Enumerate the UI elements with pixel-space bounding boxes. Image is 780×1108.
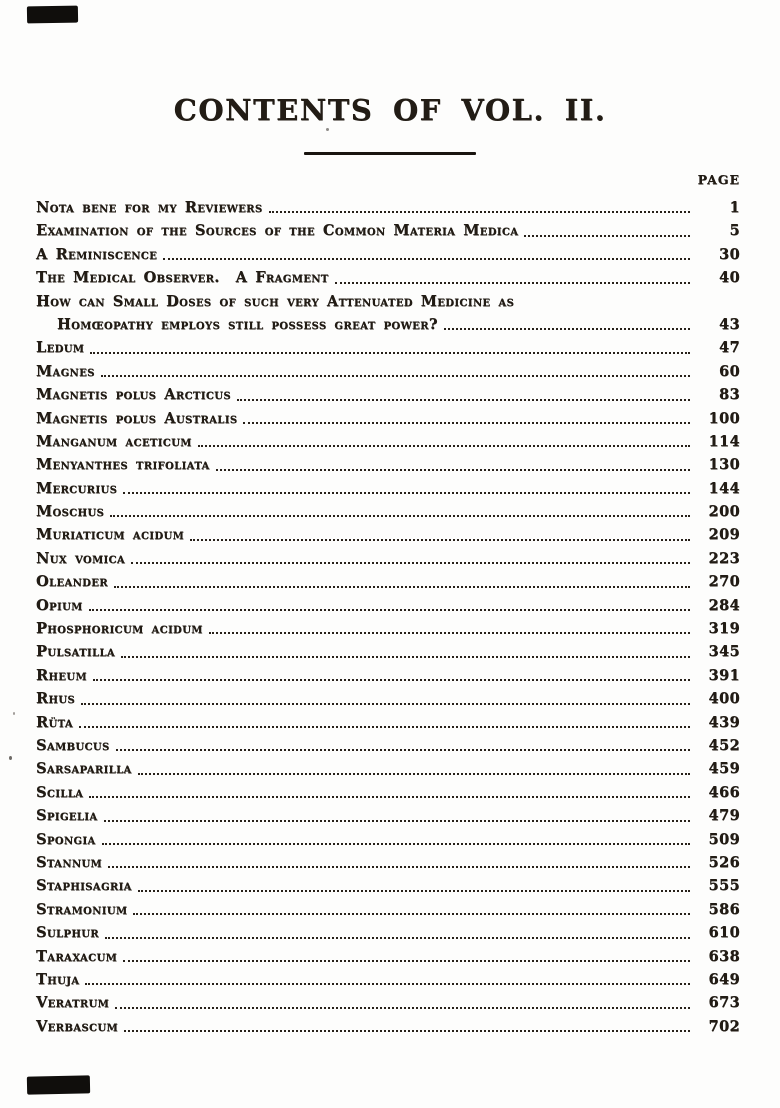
toc-row — [36, 313, 740, 336]
dot-leader — [123, 960, 690, 962]
dot-leader — [237, 399, 690, 401]
dot-leader — [93, 679, 690, 681]
dot-leader — [444, 328, 690, 330]
dot-leader — [131, 562, 690, 564]
dot-leader — [138, 773, 690, 775]
dot-leader — [116, 749, 690, 751]
toc-row — [36, 383, 740, 406]
toc-row — [36, 851, 740, 874]
dot-leader — [108, 866, 690, 868]
toc-page-number: 702 — [708, 1017, 740, 1035]
page-title: CONTENTS OF VOL. II. — [173, 93, 607, 128]
toc-row — [36, 477, 740, 500]
toc-entry-label: Examination of the Sources of the Common Materia Medica — [36, 222, 519, 240]
toc-entry-label: Pulsatilla — [36, 643, 116, 661]
toc-row — [36, 266, 740, 289]
toc-entry-label: Magnetis polus Australis — [36, 409, 238, 427]
dot-leader — [81, 703, 690, 705]
dot-leader — [524, 235, 690, 237]
toc-page-number: 284 — [708, 596, 740, 614]
toc-page-number: 555 — [708, 877, 740, 895]
toc-entry-label: Spongia — [36, 830, 96, 848]
dot-leader — [133, 913, 690, 915]
dot-leader — [104, 820, 691, 822]
dot-leader — [89, 796, 690, 798]
page-column-header: PAGE — [697, 172, 740, 187]
scan-speck — [326, 128, 329, 131]
scan-speck — [9, 756, 12, 760]
toc-row — [36, 734, 740, 757]
toc-entry-label: Rheum — [36, 666, 87, 684]
dot-leader — [269, 211, 691, 213]
dot-leader — [85, 983, 690, 985]
toc-entry-label: Rhus — [36, 690, 76, 708]
toc-row — [36, 570, 740, 593]
toc-row — [36, 547, 740, 570]
toc-page-number: 209 — [708, 526, 740, 544]
toc-entry-label: Muriaticum acidum — [36, 526, 185, 544]
toc-page-number: 391 — [708, 666, 740, 684]
dot-leader — [89, 609, 690, 611]
toc-page-number: 60 — [719, 362, 740, 380]
toc-page-number: 459 — [708, 760, 740, 778]
toc-page-number: 452 — [708, 736, 740, 754]
dot-leader — [115, 1007, 690, 1009]
dot-leader — [138, 890, 690, 892]
toc-page-number: 114 — [708, 432, 740, 450]
dot-leader — [102, 843, 690, 845]
toc-page-number: 5 — [729, 222, 740, 240]
toc-entry-label: Sambucus — [36, 736, 110, 754]
toc-page-number: 83 — [719, 386, 740, 404]
toc-entry-label: Nux vomica — [36, 549, 126, 567]
toc-page-number: 47 — [719, 339, 740, 357]
toc-page-number: 1 — [729, 199, 740, 216]
dot-leader — [243, 422, 690, 424]
dot-leader — [90, 352, 690, 354]
toc-entry-label: Rüta — [36, 713, 74, 731]
dot-leader — [79, 726, 690, 728]
toc-entry-label: Sarsaparilla — [36, 760, 132, 778]
dot-leader — [216, 469, 690, 471]
toc-row — [36, 687, 740, 710]
dot-leader — [114, 586, 690, 588]
toc-page-number: 466 — [708, 783, 740, 801]
toc-entry-label: Ledum — [36, 339, 85, 357]
toc-entry-label: Scilla — [36, 783, 84, 801]
dot-leader — [123, 492, 690, 494]
dot-leader — [198, 445, 690, 447]
dot-leader — [110, 515, 690, 517]
toc-row — [36, 617, 740, 640]
toc-row — [36, 804, 740, 827]
toc-row — [36, 664, 740, 687]
dot-leader — [190, 539, 690, 541]
toc-entry-label: Opium — [36, 596, 83, 614]
toc-page-number: 40 — [719, 269, 740, 287]
dot-leader — [209, 632, 690, 634]
toc-page-number: 200 — [708, 503, 740, 521]
toc-row — [36, 1015, 740, 1038]
toc-entry-label: Staphisagria — [36, 877, 132, 895]
toc-row — [36, 898, 740, 921]
toc-row — [36, 921, 740, 944]
dot-leader — [121, 656, 690, 658]
toc-page-number: 526 — [708, 853, 740, 871]
toc-row — [36, 640, 740, 663]
toc-entry-label: Magnetis polus Arcticus — [36, 386, 231, 404]
toc-entry-label: Stannum — [36, 853, 102, 871]
toc-entry-label: Mercurius — [36, 479, 118, 497]
toc-page-number: 586 — [708, 900, 740, 918]
toc-row — [36, 336, 740, 359]
toc-page-number: 43 — [719, 315, 740, 333]
toc-row — [36, 757, 740, 780]
toc-row — [36, 711, 740, 734]
scan-artifact-bottom-left — [27, 1075, 90, 1094]
toc-page-number: 479 — [708, 807, 740, 825]
toc-row — [36, 828, 740, 851]
toc-row — [36, 453, 740, 476]
toc-entry-label: Menyanthes trifoliata — [36, 456, 210, 474]
toc-row — [36, 407, 740, 430]
dot-leader — [335, 282, 690, 284]
toc-entry-label: Verbascum — [36, 1017, 118, 1035]
toc-page-number: 30 — [719, 245, 740, 263]
toc-entry-label: How can Small Doses of such very Attenuated Medicine as — [36, 292, 515, 310]
toc-entry-label: Manganum aceticum — [36, 432, 192, 450]
toc-entry-label: Homœopathy employs still possess great power? — [57, 315, 438, 333]
toc-page-number: 319 — [708, 620, 740, 638]
toc-row — [36, 991, 740, 1014]
toc-page-number: 100 — [708, 409, 740, 427]
toc-entry-label: Taraxacum — [36, 947, 118, 965]
dot-leader — [105, 937, 690, 939]
toc-page-number: 130 — [708, 456, 740, 474]
toc-entry-label: Phosphoricum acidum — [36, 620, 203, 638]
toc-entry-label: Oleander — [36, 573, 108, 591]
toc-page-number: 400 — [708, 690, 740, 708]
toc-entry-label: Thuja — [36, 970, 80, 988]
toc-row — [36, 781, 740, 804]
scan-artifact-top-left — [27, 6, 78, 24]
toc-entry-label: A Reminiscence — [36, 245, 158, 263]
toc-entry-label: Sulphur — [36, 924, 100, 942]
toc-row — [36, 196, 740, 219]
toc-page-number: 270 — [708, 573, 740, 591]
toc-page-number: 144 — [708, 479, 740, 497]
toc-row — [36, 219, 740, 242]
title-divider — [304, 152, 476, 155]
toc-page-number: 509 — [708, 830, 740, 848]
toc-row — [36, 945, 740, 968]
toc-entry-label: Veratrum — [36, 994, 110, 1012]
toc-entry-label: Stramonium — [36, 900, 128, 918]
toc-row — [36, 968, 740, 991]
dot-leader — [101, 375, 690, 377]
toc-entry-label: Magnes — [36, 362, 95, 380]
toc-page-number: 439 — [708, 713, 740, 731]
toc-row — [36, 360, 740, 383]
toc-entry-label: Moschus — [36, 503, 105, 521]
toc-row — [36, 243, 740, 266]
toc-page-number: 345 — [708, 643, 740, 661]
toc-row — [36, 874, 740, 897]
toc-row — [36, 430, 740, 453]
toc-row — [36, 290, 740, 313]
toc-row — [36, 594, 740, 617]
toc-entry-label: The Medical Observer. A Fragment — [36, 269, 329, 287]
toc-entry-label: Nota bene for my Reviewers — [36, 199, 263, 216]
dot-leader — [163, 258, 690, 260]
toc-page-number: 673 — [708, 994, 740, 1012]
toc-page-number: 223 — [708, 549, 740, 567]
dot-leader — [124, 1030, 690, 1032]
toc-page-number: 610 — [708, 924, 740, 942]
toc-row — [36, 523, 740, 546]
toc-page-number: 649 — [708, 970, 740, 988]
toc-list — [36, 196, 740, 1038]
toc-row — [36, 500, 740, 523]
toc-page-number: 638 — [708, 947, 740, 965]
scan-speck — [13, 712, 15, 715]
toc-entry-label: Spigelia — [36, 807, 98, 825]
